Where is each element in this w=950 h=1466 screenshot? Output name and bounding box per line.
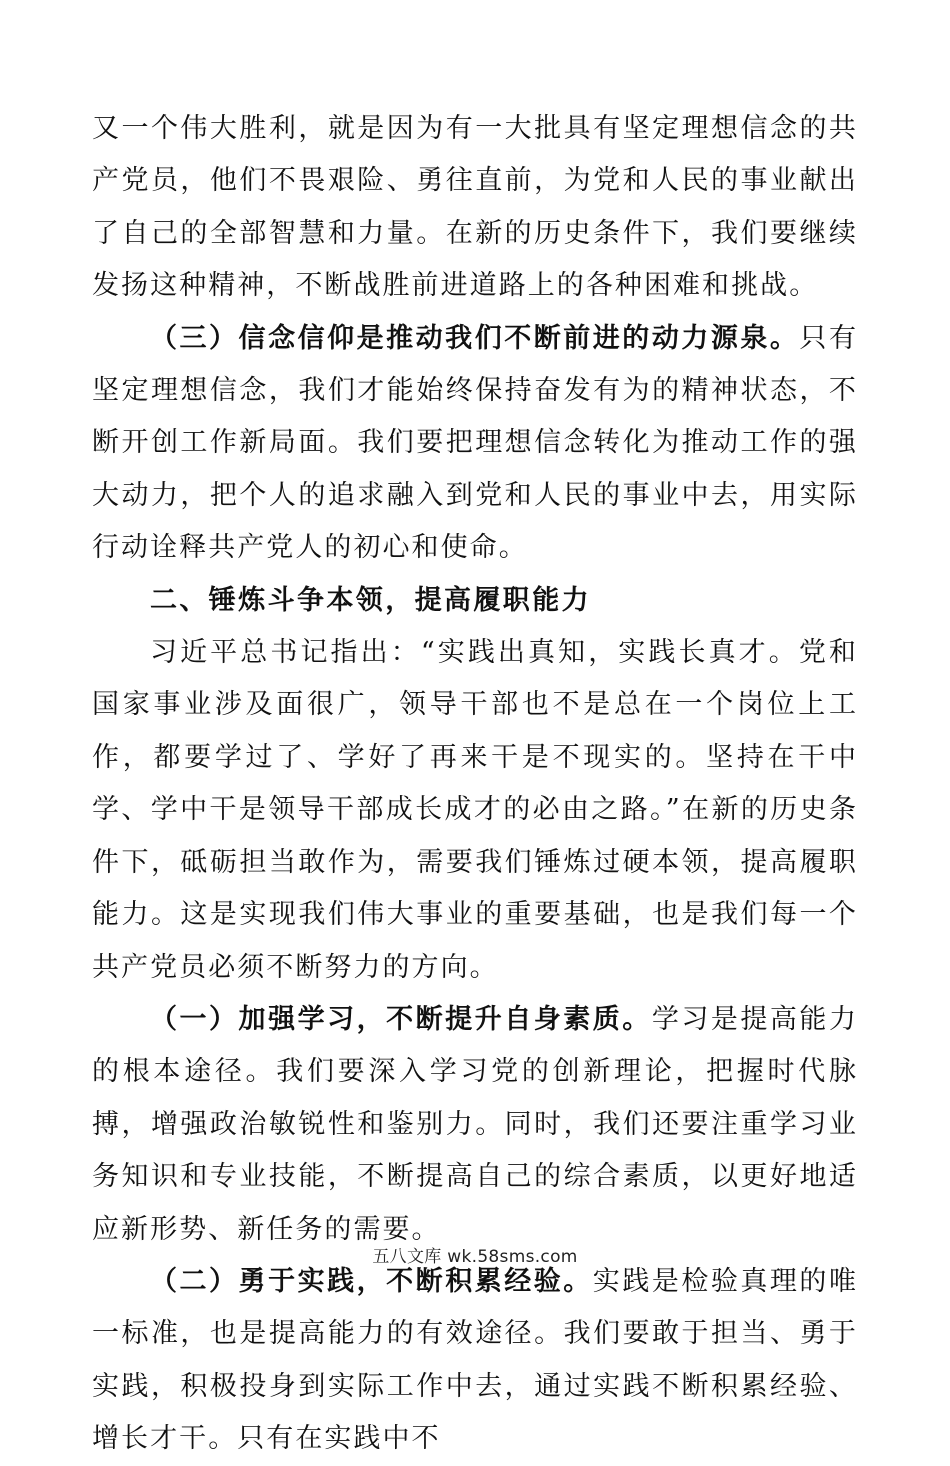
- paragraph-lead-bold: （三）信念信仰是推动我们不断前进的动力源泉。: [150, 322, 800, 354]
- paragraph-body-text: 实践是检验真理的唯一标准，也是提高能力的有效途径。我们要敢于担当、勇于实践，积极投身到实际工作中去，通过实践不断积累经验、增长才干。只有在实践中不: [92, 1265, 859, 1455]
- paragraph-quote-practice: 习近平总书记指出：“实践出真知，实践长真才。党和国家事业涉及面很广，领导干部也不是总在一个岗位上工作，都要学过了、学好了再来干是不现实的。坚持在干中学、学中干是领导干部成长成才的必由之路。”在新的历史条件下，砥砺担当敢作为，需要我们锤炼过硬本领，提高履职能力。这是实现我们伟大事业的重要基础，也是我们每一个共产党员必须不断努力的方向。: [92, 637, 858, 983]
- page-footer-watermark: 五八文库 wk.58sms.com: [372, 1247, 578, 1267]
- paragraph-dare-to-practice: [92, 1256, 858, 1466]
- paragraph-continuation: 又一个伟大胜利，就是因为有一大批具有坚定理想信念的共产党员，他们不畏艰险、勇往直前，为党和人民的事业献出了自己的全部智慧和力量。在新的历史条件下，我们要继续发扬这种精神，不断战胜前进道路上的各种困难和挑战。: [92, 113, 858, 302]
- section-heading: 二、锤炼斗争本领，提高履职能力: [150, 584, 591, 616]
- paragraph-lead-bold: （二）勇于实践，不断积累经验。: [150, 1265, 593, 1297]
- paragraph-body-text: 学习是提高能力的根本途径。我们要深入学习党的创新理论，把握时代脉搏，增强政治敏锐性和鉴别力。同时，我们还要注重学习业务知识和专业技能，不断提高自己的综合素质，以更好地适应新形势、新任务的需要。: [92, 1003, 858, 1245]
- paragraph-strengthen-learning: [92, 994, 858, 1256]
- paragraph-lead-bold: （一）加强学习，不断提升自身素质。: [150, 1003, 652, 1035]
- paragraph-belief-driving-force: [92, 313, 858, 575]
- paragraph-body-text: 只有坚定理想信念，我们才能始终保持奋发有为的精神状态，不断开创工作新局面。我们要把理想信念转化为推动工作的强大动力，把个人的追求融入到党和人民的事业中去，用实际行动诠释共产党人的初心和使命。: [92, 322, 858, 564]
